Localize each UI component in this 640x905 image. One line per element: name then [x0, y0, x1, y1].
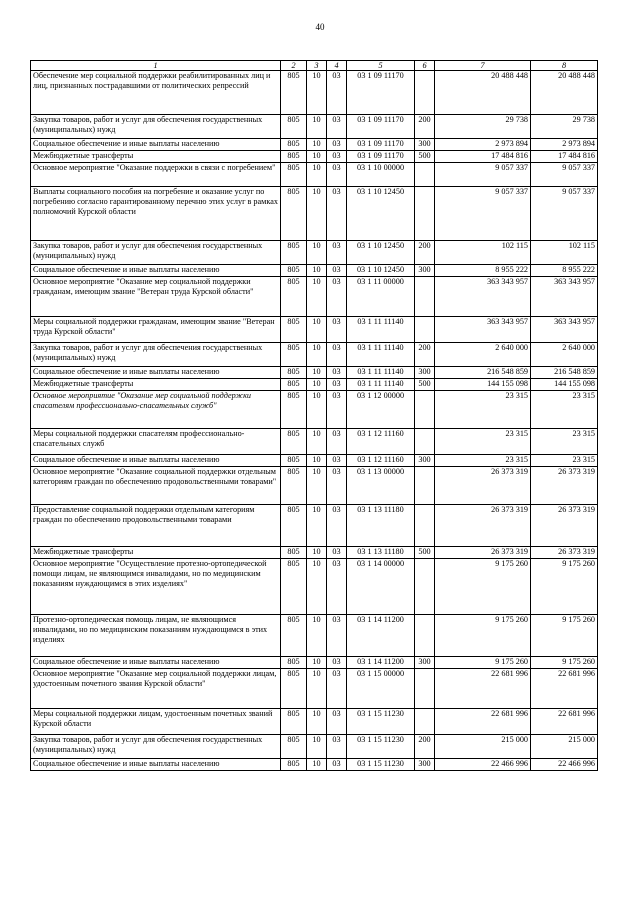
- code-target-article: 03 1 10 00000: [347, 163, 415, 187]
- code-section: 10: [307, 163, 327, 187]
- column-number: 7: [435, 61, 531, 71]
- amount-plan: 23 315: [435, 429, 531, 455]
- table-row: [31, 455, 598, 467]
- table-row: [31, 151, 598, 163]
- code-section: 10: [307, 735, 327, 759]
- row-description: Социальное обеспечение и иные выплаты населению: [31, 759, 281, 771]
- amount-actual: 2 640 000: [531, 343, 598, 367]
- code-target-article: 03 1 11 11140: [347, 343, 415, 367]
- column-number: 1: [31, 61, 281, 71]
- code-target-article: 03 1 15 11230: [347, 759, 415, 771]
- code-section: 10: [307, 657, 327, 669]
- code-expense-type: 200: [415, 115, 435, 139]
- code-administrator: 805: [281, 735, 307, 759]
- code-subsection: 03: [327, 759, 347, 771]
- code-subsection: 03: [327, 379, 347, 391]
- table-row: [31, 265, 598, 277]
- code-target-article: 03 1 13 11180: [347, 547, 415, 559]
- code-expense-type: [415, 163, 435, 187]
- code-administrator: 805: [281, 547, 307, 559]
- code-section: 10: [307, 187, 327, 241]
- amount-plan: 26 373 319: [435, 505, 531, 547]
- code-administrator: 805: [281, 163, 307, 187]
- code-expense-type: 200: [415, 343, 435, 367]
- code-expense-type: 200: [415, 241, 435, 265]
- code-subsection: 03: [327, 559, 347, 615]
- code-expense-type: 300: [415, 759, 435, 771]
- table-row: [31, 759, 598, 771]
- code-expense-type: [415, 709, 435, 735]
- code-administrator: 805: [281, 505, 307, 547]
- amount-actual: 9 175 260: [531, 615, 598, 657]
- code-subsection: 03: [327, 709, 347, 735]
- amount-plan: 23 315: [435, 455, 531, 467]
- code-expense-type: [415, 71, 435, 115]
- code-administrator: 805: [281, 317, 307, 343]
- amount-plan: 20 488 448: [435, 71, 531, 115]
- code-expense-type: [415, 615, 435, 657]
- code-subsection: 03: [327, 391, 347, 429]
- amount-actual: 17 484 816: [531, 151, 598, 163]
- row-description: Социальное обеспечение и иные выплаты населению: [31, 455, 281, 467]
- row-description: Выплаты социального пособия на погребение и оказание услуг по погребению согласно гарантированному перечню этих услуг в рамках полномочий Курской области: [31, 187, 281, 241]
- code-subsection: 03: [327, 615, 347, 657]
- code-target-article: 03 1 10 12450: [347, 241, 415, 265]
- table-row: [31, 391, 598, 429]
- amount-actual: 9 175 260: [531, 559, 598, 615]
- code-section: 10: [307, 277, 327, 317]
- code-administrator: 805: [281, 467, 307, 505]
- code-expense-type: [415, 669, 435, 709]
- code-section: 10: [307, 317, 327, 343]
- row-description: Закупка товаров, работ и услуг для обеспечения государственных (муниципальных) нужд: [31, 343, 281, 367]
- row-description: Меры социальной поддержки спасателям профессионально-спасательных служб: [31, 429, 281, 455]
- code-administrator: 805: [281, 759, 307, 771]
- amount-plan: 17 484 816: [435, 151, 531, 163]
- code-administrator: 805: [281, 71, 307, 115]
- code-expense-type: [415, 187, 435, 241]
- amount-actual: 23 315: [531, 391, 598, 429]
- code-expense-type: [415, 559, 435, 615]
- table-row: [31, 735, 598, 759]
- table-row: [31, 467, 598, 505]
- code-expense-type: [415, 505, 435, 547]
- table-row: [31, 367, 598, 379]
- amount-plan: 22 681 996: [435, 709, 531, 735]
- amount-actual: 26 373 319: [531, 467, 598, 505]
- row-description: Закупка товаров, работ и услуг для обеспечения государственных (муниципальных) нужд: [31, 735, 281, 759]
- code-subsection: 03: [327, 669, 347, 709]
- row-description: Закупка товаров, работ и услуг для обеспечения государственных (муниципальных) нужд: [31, 115, 281, 139]
- code-subsection: 03: [327, 343, 347, 367]
- code-section: 10: [307, 429, 327, 455]
- amount-actual: 20 488 448: [531, 71, 598, 115]
- amount-plan: 144 155 098: [435, 379, 531, 391]
- code-expense-type: [415, 429, 435, 455]
- code-administrator: 805: [281, 615, 307, 657]
- code-target-article: 03 1 15 11230: [347, 735, 415, 759]
- amount-plan: 23 315: [435, 391, 531, 429]
- amount-actual: 22 681 996: [531, 669, 598, 709]
- amount-plan: 9 057 337: [435, 163, 531, 187]
- code-section: 10: [307, 669, 327, 709]
- table-row: [31, 615, 598, 657]
- code-subsection: 03: [327, 151, 347, 163]
- code-subsection: 03: [327, 277, 347, 317]
- code-administrator: 805: [281, 455, 307, 467]
- code-subsection: 03: [327, 547, 347, 559]
- row-description: Социальное обеспечение и иные выплаты населению: [31, 139, 281, 151]
- code-section: 10: [307, 467, 327, 505]
- amount-actual: 9 057 337: [531, 163, 598, 187]
- table-row: [31, 163, 598, 187]
- code-subsection: 03: [327, 735, 347, 759]
- amount-actual: 8 955 222: [531, 265, 598, 277]
- code-expense-type: [415, 317, 435, 343]
- code-administrator: 805: [281, 709, 307, 735]
- amount-plan: 9 175 260: [435, 657, 531, 669]
- code-section: 10: [307, 367, 327, 379]
- code-target-article: 03 1 11 11140: [347, 379, 415, 391]
- amount-plan: 2 640 000: [435, 343, 531, 367]
- code-subsection: 03: [327, 187, 347, 241]
- code-expense-type: [415, 467, 435, 505]
- table-row: [31, 343, 598, 367]
- code-expense-type: 500: [415, 547, 435, 559]
- table-row: [31, 187, 598, 241]
- code-subsection: 03: [327, 657, 347, 669]
- code-section: 10: [307, 265, 327, 277]
- amount-plan: 363 343 957: [435, 277, 531, 317]
- amount-plan: 102 115: [435, 241, 531, 265]
- table-row: [31, 71, 598, 115]
- code-section: 10: [307, 505, 327, 547]
- table-row: [31, 277, 598, 317]
- amount-actual: 9 175 260: [531, 657, 598, 669]
- code-administrator: 805: [281, 391, 307, 429]
- code-expense-type: 300: [415, 455, 435, 467]
- table-row: [31, 139, 598, 151]
- code-target-article: 03 1 11 00000: [347, 277, 415, 317]
- code-expense-type: 500: [415, 151, 435, 163]
- column-number: 4: [327, 61, 347, 71]
- amount-actual: 215 000: [531, 735, 598, 759]
- code-expense-type: 500: [415, 379, 435, 391]
- column-number: 6: [415, 61, 435, 71]
- row-description: Основное мероприятие "Оказание мер социальной поддержки лицам, удостоенным почетного звания Курской области": [31, 669, 281, 709]
- code-administrator: 805: [281, 343, 307, 367]
- code-target-article: 03 1 09 11170: [347, 151, 415, 163]
- code-subsection: 03: [327, 505, 347, 547]
- amount-plan: 215 000: [435, 735, 531, 759]
- amount-plan: 22 466 996: [435, 759, 531, 771]
- code-target-article: 03 1 12 11160: [347, 429, 415, 455]
- table-row: [31, 241, 598, 265]
- row-description: Основное мероприятие "Оказание социальной поддержки отдельным категориям граждан по обеспечению продовольственными товарами": [31, 467, 281, 505]
- code-subsection: 03: [327, 241, 347, 265]
- row-description: Обеспечение мер социальной поддержки реабилитированных лиц и лиц, признанных пострадавшими от политических репрессий: [31, 71, 281, 115]
- amount-actual: 363 343 957: [531, 277, 598, 317]
- row-description: Основное мероприятие "Оказание мер социальной поддержки спасателям профессионально-спасательных служб": [31, 391, 281, 429]
- code-target-article: 03 1 09 11170: [347, 71, 415, 115]
- amount-actual: 22 466 996: [531, 759, 598, 771]
- amount-plan: 9 175 260: [435, 615, 531, 657]
- code-section: 10: [307, 71, 327, 115]
- code-target-article: 03 1 15 11230: [347, 709, 415, 735]
- amount-actual: 29 738: [531, 115, 598, 139]
- code-administrator: 805: [281, 277, 307, 317]
- table-row: [31, 379, 598, 391]
- code-subsection: 03: [327, 71, 347, 115]
- amount-actual: 26 373 319: [531, 547, 598, 559]
- code-target-article: 03 1 11 11140: [347, 317, 415, 343]
- column-number: 2: [281, 61, 307, 71]
- code-section: 10: [307, 151, 327, 163]
- table-row: [31, 505, 598, 547]
- row-description: Межбюджетные трансферты: [31, 547, 281, 559]
- code-administrator: 805: [281, 429, 307, 455]
- amount-plan: 363 343 957: [435, 317, 531, 343]
- table-row: [31, 547, 598, 559]
- code-target-article: 03 1 13 11180: [347, 505, 415, 547]
- amount-plan: 2 973 894: [435, 139, 531, 151]
- code-subsection: 03: [327, 467, 347, 505]
- row-description: Социальное обеспечение и иные выплаты населению: [31, 265, 281, 277]
- amount-actual: 23 315: [531, 429, 598, 455]
- code-expense-type: 300: [415, 367, 435, 379]
- amount-actual: 26 373 319: [531, 505, 598, 547]
- code-target-article: 03 1 12 00000: [347, 391, 415, 429]
- code-target-article: 03 1 15 00000: [347, 669, 415, 709]
- row-description: Основное мероприятие "Осуществление протезно-ортопедической помощи лицам, не являющимся инвалидами, но по медицинским показаниям нуждающимся в этих изделиях": [31, 559, 281, 615]
- code-target-article: 03 1 14 11200: [347, 657, 415, 669]
- table-row: [31, 657, 598, 669]
- table-row: [31, 429, 598, 455]
- amount-actual: 22 681 996: [531, 709, 598, 735]
- row-description: Межбюджетные трансферты: [31, 379, 281, 391]
- page-number: 40: [315, 22, 325, 32]
- row-description: Предоставление социальной поддержки отдельным категориям граждан по обеспечению продовольственными товарами: [31, 505, 281, 547]
- table-row: [31, 559, 598, 615]
- code-subsection: 03: [327, 429, 347, 455]
- code-administrator: 805: [281, 559, 307, 615]
- code-target-article: 03 1 13 00000: [347, 467, 415, 505]
- column-number: 3: [307, 61, 327, 71]
- table-row: [31, 669, 598, 709]
- code-administrator: 805: [281, 657, 307, 669]
- code-section: 10: [307, 615, 327, 657]
- code-section: 10: [307, 455, 327, 467]
- code-subsection: 03: [327, 317, 347, 343]
- amount-actual: 102 115: [531, 241, 598, 265]
- code-section: 10: [307, 139, 327, 151]
- code-target-article: 03 1 11 11140: [347, 367, 415, 379]
- code-subsection: 03: [327, 265, 347, 277]
- code-expense-type: 300: [415, 265, 435, 277]
- table-row: [31, 317, 598, 343]
- table-row: [31, 709, 598, 735]
- column-number: 5: [347, 61, 415, 71]
- code-target-article: 03 1 10 12450: [347, 265, 415, 277]
- code-administrator: 805: [281, 379, 307, 391]
- amount-actual: 216 548 859: [531, 367, 598, 379]
- code-expense-type: [415, 391, 435, 429]
- amount-plan: 22 681 996: [435, 669, 531, 709]
- row-description: Меры социальной поддержки лицам, удостоенным почетных званий Курской области: [31, 709, 281, 735]
- code-administrator: 805: [281, 669, 307, 709]
- code-section: 10: [307, 759, 327, 771]
- code-subsection: 03: [327, 163, 347, 187]
- amount-plan: 9 175 260: [435, 559, 531, 615]
- code-administrator: 805: [281, 265, 307, 277]
- amount-plan: 29 738: [435, 115, 531, 139]
- code-section: 10: [307, 547, 327, 559]
- code-administrator: 805: [281, 151, 307, 163]
- amount-plan: 216 548 859: [435, 367, 531, 379]
- table-row: [31, 115, 598, 139]
- row-description: Протезно-ортопедическая помощь лицам, не являющимся инвалидами, но по медицинским показаниям нуждающимся в этих изделиях: [31, 615, 281, 657]
- code-target-article: 03 1 09 11170: [347, 115, 415, 139]
- code-section: 10: [307, 241, 327, 265]
- row-description: Основное мероприятие "Оказание мер социальной поддержки гражданам, имеющим звание "Ветеран труда Курской области": [31, 277, 281, 317]
- code-target-article: 03 1 10 12450: [347, 187, 415, 241]
- code-section: 10: [307, 115, 327, 139]
- row-description: Социальное обеспечение и иные выплаты населению: [31, 657, 281, 669]
- code-administrator: 805: [281, 139, 307, 151]
- code-administrator: 805: [281, 187, 307, 241]
- code-subsection: 03: [327, 139, 347, 151]
- budget-table: [30, 60, 598, 771]
- code-target-article: 03 1 14 11200: [347, 615, 415, 657]
- row-description: Закупка товаров, работ и услуг для обеспечения государственных (муниципальных) нужд: [31, 241, 281, 265]
- code-target-article: 03 1 12 11160: [347, 455, 415, 467]
- code-administrator: 805: [281, 115, 307, 139]
- code-target-article: 03 1 14 00000: [347, 559, 415, 615]
- amount-actual: 363 343 957: [531, 317, 598, 343]
- amount-plan: 26 373 319: [435, 547, 531, 559]
- row-description: Меры социальной поддержки гражданам, имеющим звание "Ветеран труда Курской области": [31, 317, 281, 343]
- code-section: 10: [307, 391, 327, 429]
- amount-actual: 2 973 894: [531, 139, 598, 151]
- code-target-article: 03 1 09 11170: [347, 139, 415, 151]
- column-number: 8: [531, 61, 598, 71]
- amount-plan: 9 057 337: [435, 187, 531, 241]
- row-description: Социальное обеспечение и иные выплаты населению: [31, 367, 281, 379]
- code-expense-type: [415, 277, 435, 317]
- code-subsection: 03: [327, 115, 347, 139]
- code-section: 10: [307, 379, 327, 391]
- code-expense-type: 300: [415, 657, 435, 669]
- amount-plan: 26 373 319: [435, 467, 531, 505]
- amount-actual: 9 057 337: [531, 187, 598, 241]
- code-subsection: 03: [327, 367, 347, 379]
- code-administrator: 805: [281, 367, 307, 379]
- code-expense-type: 200: [415, 735, 435, 759]
- code-section: 10: [307, 559, 327, 615]
- code-section: 10: [307, 709, 327, 735]
- code-expense-type: 300: [415, 139, 435, 151]
- row-description: Межбюджетные трансферты: [31, 151, 281, 163]
- amount-plan: 8 955 222: [435, 265, 531, 277]
- code-administrator: 805: [281, 241, 307, 265]
- row-description: Основное мероприятие "Оказание поддержки в связи с погребением": [31, 163, 281, 187]
- amount-actual: 23 315: [531, 455, 598, 467]
- code-subsection: 03: [327, 455, 347, 467]
- code-section: 10: [307, 343, 327, 367]
- column-number-row: [31, 61, 598, 71]
- amount-actual: 144 155 098: [531, 379, 598, 391]
